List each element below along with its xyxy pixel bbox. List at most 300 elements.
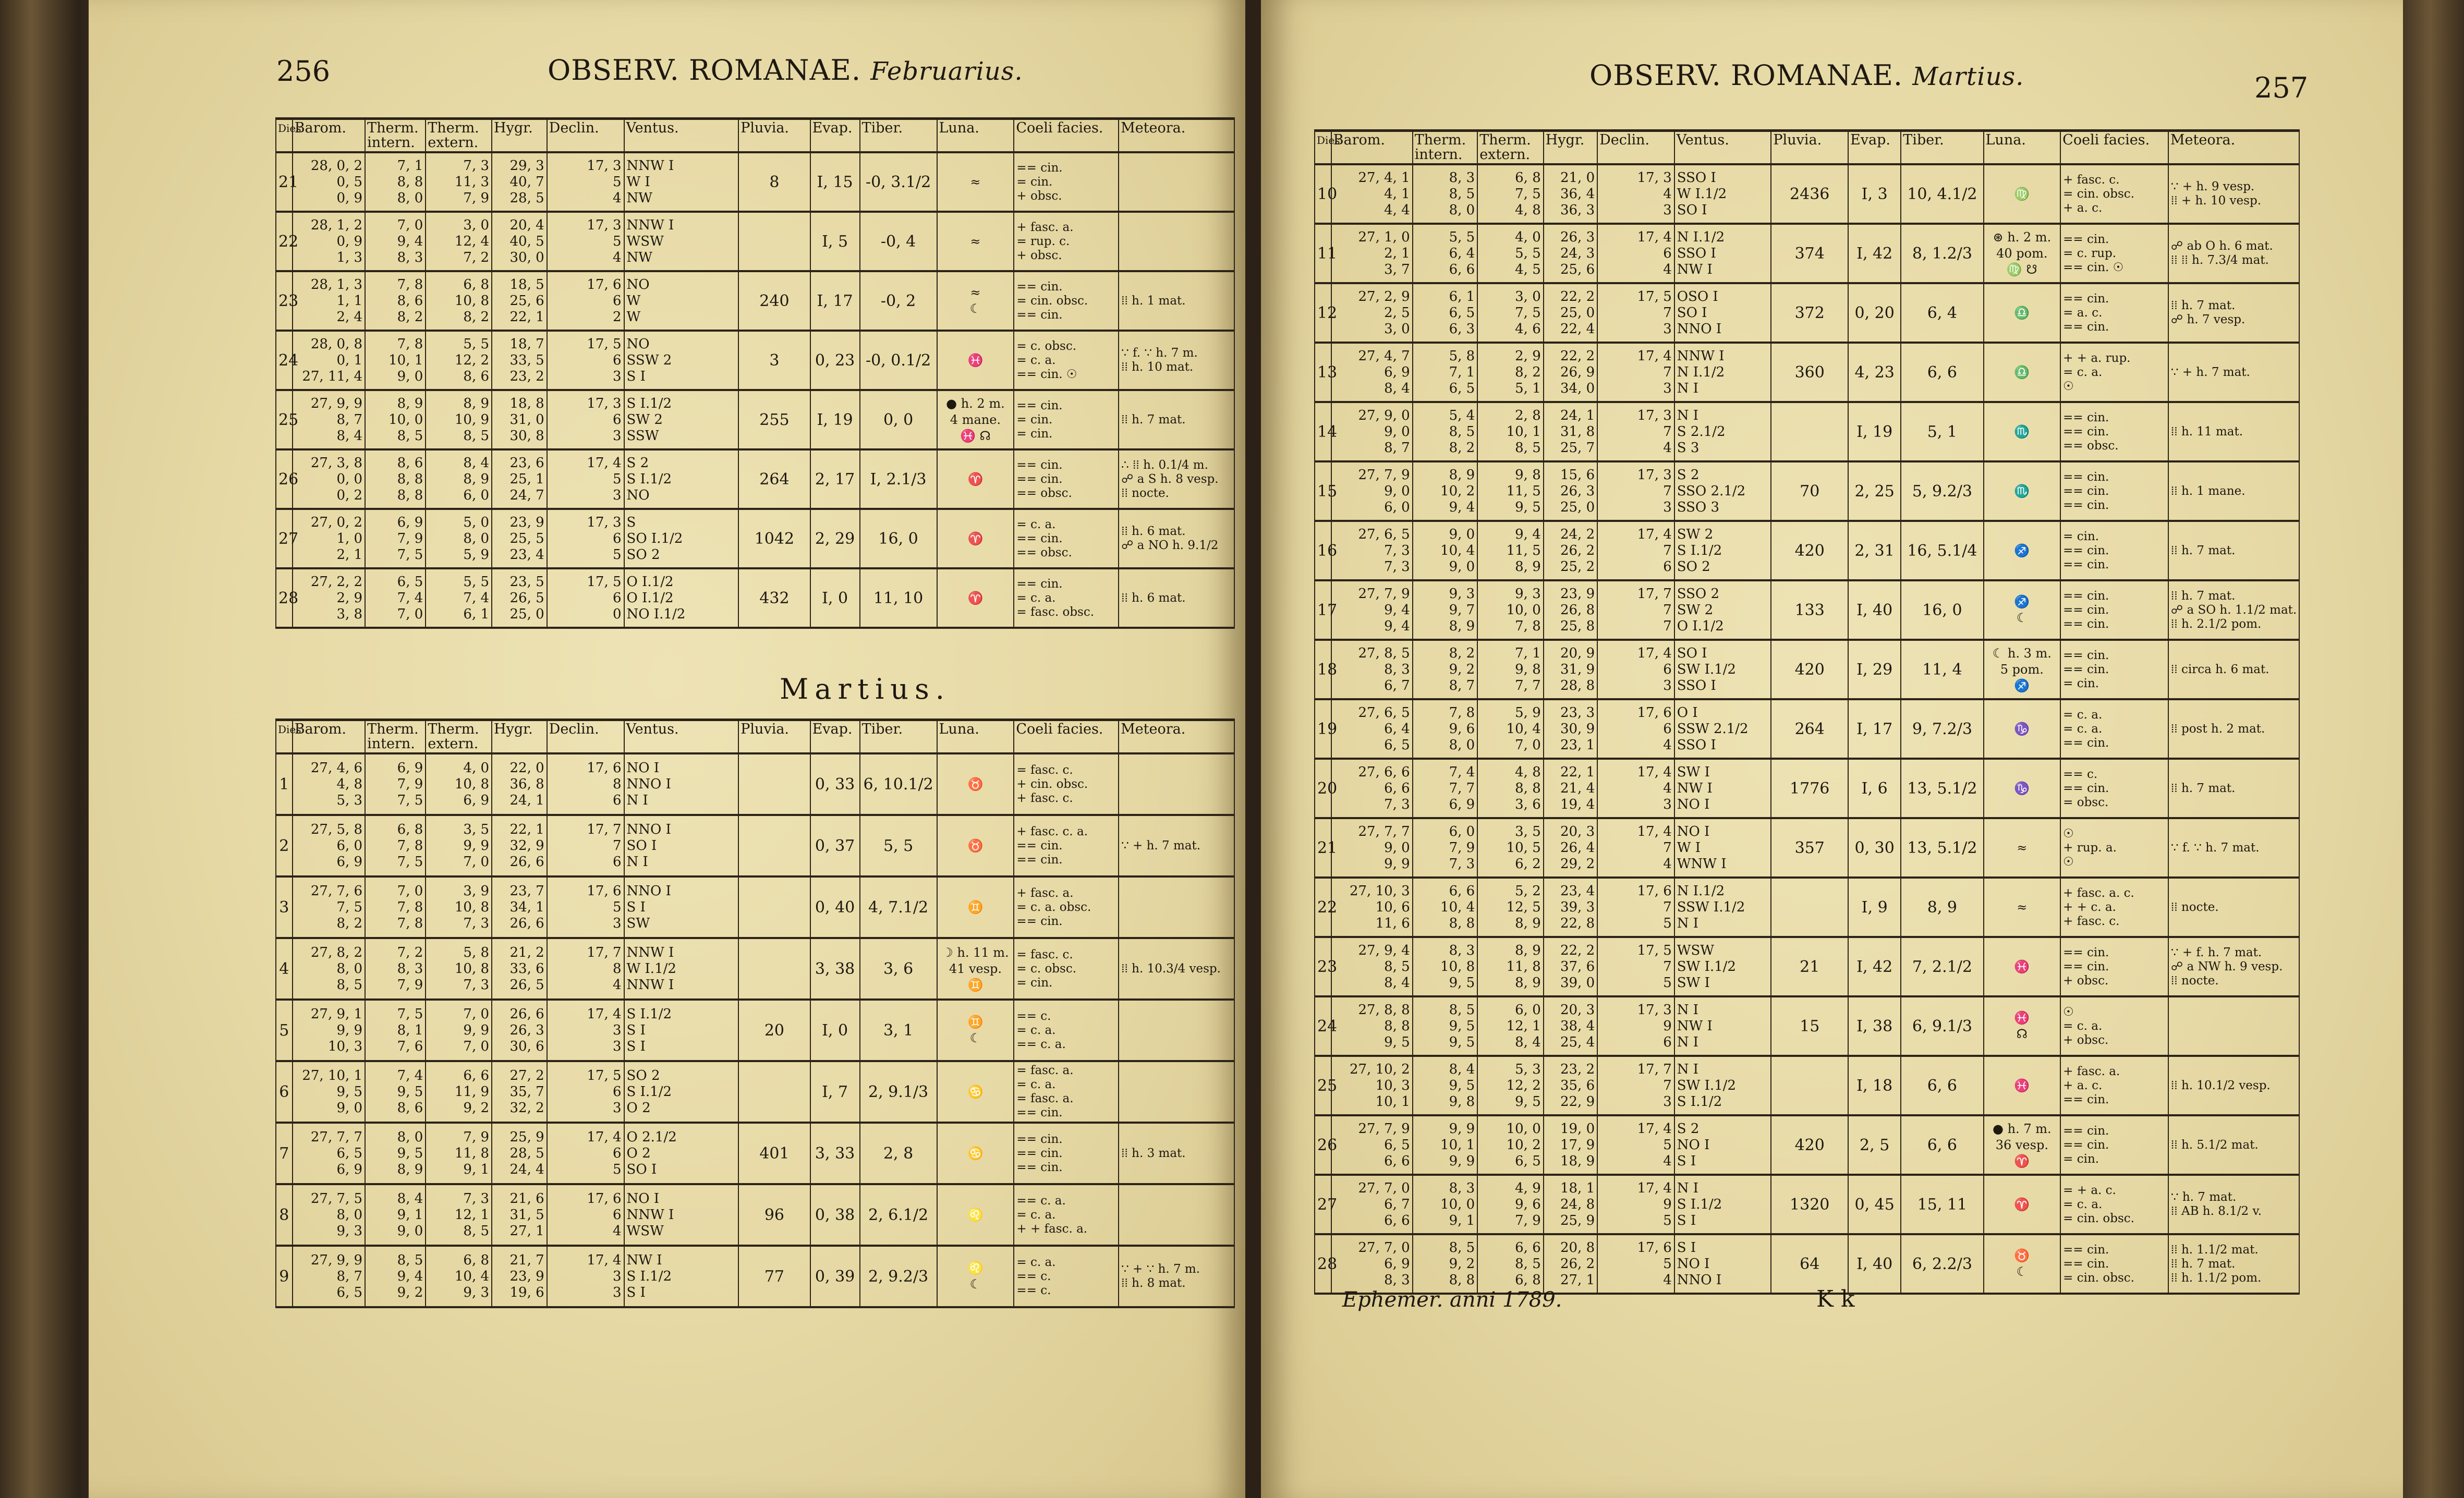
right-page-header [1261,50,2403,104]
cell-therm-intern: 5, 8 7, 1 6, 5 [1413,343,1477,402]
cell-tiber: 16, 0 [860,509,937,568]
cell-sky: == cin. == cin. + obsc. [2060,937,2168,996]
cell-sky: == cin. = cin. + obsc. [1014,152,1119,212]
cell-wind: N I S I.1/2 S I [1674,1175,1771,1234]
cell-evaporation: I, 5 [810,212,860,271]
column-header-day: Dies [276,720,293,754]
cell-day: 7 [276,1123,293,1184]
table-row [1315,164,2299,224]
cell-moon: ● h. 7 m. 36 vesp. ♈ [1984,1115,2061,1175]
cell-tiber: 5, 5 [860,815,937,876]
cell-therm-extern: 9, 4 11, 5 8, 9 [1477,521,1544,580]
cell-wind: SSO 2 SW 2 O I.1/2 [1674,580,1771,640]
cell-declination: 17, 6 5 3 [547,876,624,938]
cell-wind: S SO I.1/2 SO 2 [624,509,739,568]
cell-declination: 17, 3 5 4 [547,212,624,271]
table-row [276,1000,1234,1061]
cell-evaporation: I, 19 [1848,402,1901,461]
cell-hygrometer: 25, 9 28, 5 24, 4 [492,1123,547,1184]
cell-therm-intern: 7, 4 9, 5 8, 6 [365,1061,426,1123]
cell-tiber: 11, 10 [860,568,937,628]
cell-meteora: ∵ + h. 9 vesp. ⁞⁞ + h. 10 vesp. [2168,164,2299,224]
cell-rain: 21 [1771,937,1848,996]
cell-meteora: ⁞⁞ h. 11 mat. [2168,402,2299,461]
cell-evaporation: I, 6 [1848,759,1901,818]
cell-therm-intern: 7, 4 7, 7 6, 9 [1413,759,1477,818]
column-header-sky: Coeli facies. [2060,131,2168,165]
cell-day: 20 [1315,759,1331,818]
cell-barometer: 27, 9, 4 8, 5 8, 4 [1331,937,1413,996]
column-header-moon: Luna. [1984,131,2061,165]
cell-hygrometer: 20, 8 26, 2 27, 1 [1544,1234,1597,1294]
cell-hygrometer: 23, 2 35, 6 22, 9 [1544,1056,1597,1115]
cell-evaporation: I, 0 [810,568,860,628]
cell-rain [738,938,810,1000]
cell-evaporation: I, 42 [1848,937,1901,996]
cell-tiber: 3, 6 [860,938,937,1000]
page-title-text: OBSERV. ROMANAE. [1589,59,1903,92]
cell-therm-extern: 8, 4 8, 9 6, 0 [426,449,492,509]
cell-declination: 17, 3 9 6 [1597,996,1674,1056]
cell-declination: 17, 3 6 3 [547,390,624,449]
cell-declination: 17, 3 5 4 [547,152,624,212]
table-row [276,753,1234,815]
cell-tiber: 11, 4 [1901,640,1983,699]
cell-meteora [1119,1061,1234,1123]
cell-evaporation: 0, 37 [810,815,860,876]
cell-declination: 17, 3 6 5 [547,509,624,568]
cell-hygrometer: 23, 9 26, 8 25, 8 [1544,580,1597,640]
cell-declination: 17, 6 8 6 [547,753,624,815]
cell-wind: O I SSW 2.1/2 SSO I [1674,699,1771,759]
cell-wind: S I.1/2 S I S I [624,1000,739,1061]
cell-meteora: ⁞⁞ h. 1 mane. [2168,461,2299,521]
cell-therm-intern: 7, 0 7, 8 7, 8 [365,876,426,938]
cell-barometer: 27, 7, 6 7, 5 8, 2 [293,876,365,938]
cell-rain [738,212,810,271]
cell-meteora: ∵ f. ∵ h. 7 mat. [2168,818,2299,878]
cell-tiber: 2, 8 [860,1123,937,1184]
table-row [1315,878,2299,937]
cell-wind: OSO I SO I NNO I [1674,283,1771,343]
cell-day: 24 [276,331,293,390]
cell-evaporation: I, 38 [1848,996,1901,1056]
cell-therm-extern: 4, 0 10, 8 6, 9 [426,753,492,815]
cell-hygrometer: 20, 3 26, 4 29, 2 [1544,818,1597,878]
cell-therm-intern: 8, 5 9, 5 9, 5 [1413,996,1477,1056]
cell-evaporation: 2, 31 [1848,521,1901,580]
cell-day: 23 [1315,937,1331,996]
table-row [1315,402,2299,461]
cell-declination: 17, 6 6 4 [1597,699,1674,759]
cell-sky: = cin. == cin. == cin. [2060,521,2168,580]
cell-evaporation: 0, 30 [1848,818,1901,878]
cell-therm-intern: 8, 9 10, 2 9, 4 [1413,461,1477,521]
cell-day: 17 [1315,580,1331,640]
cell-meteora: ☍ ab O h. 6 mat. ⁞⁞ ⁞⁞ h. 7.3/4 mat. [2168,224,2299,283]
cell-barometer: 28, 1, 2 0, 9 1, 3 [293,212,365,271]
cell-declination: 17, 5 6 3 [547,1061,624,1123]
cell-therm-extern: 6, 6 8, 5 6, 8 [1477,1234,1544,1294]
table-row [276,271,1234,331]
cell-therm-intern: 8, 5 9, 4 9, 2 [365,1246,426,1307]
cell-tiber: 6, 10.1/2 [860,753,937,815]
cell-rain [738,753,810,815]
cell-barometer: 27, 2, 9 2, 5 3, 0 [1331,283,1413,343]
cell-tiber: 3, 1 [860,1000,937,1061]
cell-therm-intern: 6, 8 7, 8 7, 5 [365,815,426,876]
column-header-evaporation: Evap. [1848,131,1901,165]
cell-therm-extern: 7, 3 11, 3 7, 9 [426,152,492,212]
cell-sky: = fasc. c. = c. obsc. = cin. [1014,938,1119,1000]
cell-meteora [2168,996,2299,1056]
left-page [89,0,1245,1498]
cell-therm-intern: 8, 2 9, 2 8, 7 [1413,640,1477,699]
column-header-tiber: Tiber. [860,119,937,153]
cell-moon: ♓ [937,331,1014,390]
cell-tiber: 15, 11 [1901,1175,1983,1234]
table-row [1315,343,2299,402]
cell-wind: N I NW I N I [1674,996,1771,1056]
column-header-meteora: Meteora. [1119,720,1234,754]
cell-meteora: ∵ h. 7 mat. ⁞⁞ AB h. 8.1/2 v. [2168,1175,2299,1234]
cell-evaporation: 2, 17 [810,449,860,509]
cell-sky: + fasc. a. = c. a. obsc. == cin. [1014,876,1119,938]
cell-hygrometer: 21, 7 23, 9 19, 6 [492,1246,547,1307]
column-header-sky: Coeli facies. [1014,720,1119,754]
cell-day: 1 [276,753,293,815]
cell-tiber: 9, 7.2/3 [1901,699,1983,759]
table-row [1315,759,2299,818]
cell-barometer: 27, 8, 5 8, 3 6, 7 [1331,640,1413,699]
cell-evaporation: 2, 29 [810,509,860,568]
table-header [276,119,1234,153]
cell-sky: == cin. == cin. == obsc. [2060,402,2168,461]
cell-barometer: 27, 7, 0 6, 9 8, 3 [1331,1234,1413,1294]
cell-hygrometer: 22, 2 25, 0 22, 4 [1544,283,1597,343]
column-header-evaporation: Evap. [810,720,860,754]
cell-meteora: ⁞⁞ circa h. 6 mat. [2168,640,2299,699]
cell-moon: ♓ [1984,937,2061,996]
cell-meteora: ⁞⁞ h. 1 mat. [1119,271,1234,331]
cell-declination: 17, 6 6 4 [547,1184,624,1246]
cell-wind: NO I NNW I WSW [624,1184,739,1246]
cell-meteora: ⁞⁞ nocte. [2168,878,2299,937]
column-header-hygrometer: Hygr. [492,119,547,153]
cell-hygrometer: 20, 3 38, 4 25, 4 [1544,996,1597,1056]
cell-moon: ☽ h. 11 m. 41 vesp. ♊ [937,938,1014,1000]
cell-day: 9 [276,1246,293,1307]
cell-therm-extern: 9, 8 11, 5 9, 5 [1477,461,1544,521]
cell-day: 23 [276,271,293,331]
cell-declination: 17, 4 3 3 [547,1000,624,1061]
cell-therm-extern: 6, 8 10, 4 9, 3 [426,1246,492,1307]
cell-tiber: 2, 6.1/2 [860,1184,937,1246]
column-header-wind: Ventus. [624,720,739,754]
column-header-day: Dies [1315,131,1331,165]
table-row [1315,1175,2299,1234]
cell-sky: + fasc. a. c. + + c. a. + fasc. c. [2060,878,2168,937]
cell-day: 18 [1315,640,1331,699]
cell-wind: SW 2 S I.1/2 SO 2 [1674,521,1771,580]
signature-mark: K k [1816,1286,1855,1312]
cell-sky: == c. == cin. = obsc. [2060,759,2168,818]
cell-declination: 17, 5 6 0 [547,568,624,628]
cell-rain: 8 [738,152,810,212]
cell-day: 28 [276,568,293,628]
cell-day: 8 [276,1184,293,1246]
cell-rain: 374 [1771,224,1848,283]
cell-evaporation: I, 0 [810,1000,860,1061]
cell-sky: ☉ + rup. a. ☉ [2060,818,2168,878]
cell-moon: ♌ [937,1184,1014,1246]
cell-therm-extern: 4, 0 5, 5 4, 5 [1477,224,1544,283]
cell-sky: == c. = c. a. == c. a. [1014,1000,1119,1061]
cell-therm-intern: 8, 4 9, 1 9, 0 [365,1184,426,1246]
cell-wind: NNO I SO I N I [624,815,739,876]
cell-tiber: 6, 6 [1901,1056,1983,1115]
cell-wind: S 2 NO I S I [1674,1115,1771,1175]
cell-therm-extern: 8, 9 10, 9 8, 5 [426,390,492,449]
table-row [1315,580,2299,640]
cell-day: 14 [1315,402,1331,461]
cell-rain: 70 [1771,461,1848,521]
cell-rain: 64 [1771,1234,1848,1294]
cell-wind: S I NO I NNO I [1674,1234,1771,1294]
table-row [1315,640,2299,699]
cell-meteora: ⁞⁞ h. 7 mat. ☍ h. 7 vesp. [2168,283,2299,343]
cell-barometer: 27, 8, 8 8, 8 9, 5 [1331,996,1413,1056]
cell-meteora: ⁞⁞ h. 7 mat. [1119,390,1234,449]
cell-declination: 17, 7 7 7 [1597,580,1674,640]
cell-tiber: 16, 0 [1901,580,1983,640]
cell-barometer: 27, 6, 5 6, 4 6, 5 [1331,699,1413,759]
cell-evaporation: I, 7 [810,1061,860,1123]
cell-wind: N I S 2.1/2 S 3 [1674,402,1771,461]
cell-evaporation: I, 3 [1848,164,1901,224]
cell-sky: = + a. c. = c. a. = cin. obsc. [2060,1175,2168,1234]
cell-therm-intern: 6, 9 7, 9 7, 5 [365,753,426,815]
cell-barometer: 27, 8, 2 8, 0 8, 5 [293,938,365,1000]
cell-declination: 17, 4 3 3 [547,1246,624,1307]
cell-meteora: ∵ + ∵ h. 7 m. ⁞⁞ h. 8 mat. [1119,1246,1234,1307]
february-observations-table [275,117,1235,629]
column-header-therm-intern: Therm. intern. [365,119,426,153]
cell-therm-extern: 8, 9 11, 8 8, 9 [1477,937,1544,996]
cell-evaporation: 0, 23 [810,331,860,390]
cell-hygrometer: 22, 1 32, 9 26, 6 [492,815,547,876]
cell-rain [738,876,810,938]
cell-declination: 17, 4 6 5 [547,1123,624,1184]
cell-sky: == cin. == cin. = cin. [2060,1115,2168,1175]
cell-hygrometer: 24, 2 26, 2 25, 2 [1544,521,1597,580]
cell-sky: == cin. == cin. = cin. obsc. [2060,1234,2168,1294]
cell-rain: 20 [738,1000,810,1061]
column-header-wind: Ventus. [624,119,739,153]
cell-day: 5 [276,1000,293,1061]
cell-meteora [1119,152,1234,212]
cell-therm-extern: 3, 9 10, 8 7, 3 [426,876,492,938]
cell-therm-intern: 6, 0 7, 9 7, 3 [1413,818,1477,878]
cell-declination: 17, 7 8 4 [547,938,624,1000]
page-title [1589,59,2024,92]
cell-tiber: 0, 0 [860,390,937,449]
cell-evaporation: 2, 5 [1848,1115,1901,1175]
cell-sky: = fasc. c. + cin. obsc. + fasc. c. [1014,753,1119,815]
cell-sky: ☉ = c. a. + obsc. [2060,996,2168,1056]
cell-moon: ♌ ☾ [937,1246,1014,1307]
cell-rain: 372 [1771,283,1848,343]
cell-day: 11 [1315,224,1331,283]
cell-evaporation: I, 29 [1848,640,1901,699]
cell-declination: 17, 7 7 3 [1597,1056,1674,1115]
cell-evaporation: I, 40 [1848,1234,1901,1294]
cell-rain: 360 [1771,343,1848,402]
cell-day: 26 [1315,1115,1331,1175]
month-label: Martius. [1912,62,2024,91]
cell-barometer: 27, 7, 7 9, 0 9, 9 [1331,818,1413,878]
cell-day: 27 [276,509,293,568]
cell-evaporation: I, 9 [1848,878,1901,937]
cell-declination: 17, 4 6 4 [1597,224,1674,283]
cell-barometer: 27, 7, 9 6, 5 6, 6 [1331,1115,1413,1175]
cell-meteora [1119,876,1234,938]
cell-moon: ♑ [1984,759,2061,818]
cell-hygrometer: 29, 3 40, 7 28, 5 [492,152,547,212]
cell-therm-intern: 8, 3 10, 8 9, 5 [1413,937,1477,996]
cell-rain: 3 [738,331,810,390]
cell-declination: 17, 6 5 4 [1597,1234,1674,1294]
cell-moon: ♏ [1984,402,2061,461]
cell-meteora: ∵ + h. 7 mat. [2168,343,2299,402]
cell-tiber: 5, 9.2/3 [1901,461,1983,521]
cell-moon: ● h. 2 m. 4 mane. ♓ ☊ [937,390,1014,449]
cell-day: 25 [1315,1056,1331,1115]
cell-declination: 17, 4 5 3 [547,449,624,509]
right-page [1261,0,2403,1498]
cell-sky: + fasc. a. + a. c. == cin. [2060,1056,2168,1115]
cell-therm-extern: 4, 8 8, 8 3, 6 [1477,759,1544,818]
cell-rain: 2436 [1771,164,1848,224]
cell-barometer: 27, 7, 7 6, 5 6, 9 [293,1123,365,1184]
cell-hygrometer: 20, 4 40, 5 30, 0 [492,212,547,271]
cell-tiber: I, 2.1/3 [860,449,937,509]
cell-barometer: 28, 0, 2 0, 5 0, 9 [293,152,365,212]
cell-barometer: 27, 6, 6 6, 6 7, 3 [1331,759,1413,818]
table-row [276,331,1234,390]
cell-therm-extern: 7, 0 9, 9 7, 0 [426,1000,492,1061]
cell-hygrometer: 23, 3 30, 9 23, 1 [1544,699,1597,759]
cell-wind: SSO I W I.1/2 SO I [1674,164,1771,224]
cell-barometer: 27, 4, 6 4, 8 5, 3 [293,753,365,815]
cell-evaporation: 2, 25 [1848,461,1901,521]
cell-declination: 17, 4 7 4 [1597,818,1674,878]
column-header-therm-intern: Therm. intern. [365,720,426,754]
cell-therm-extern: 7, 9 11, 8 9, 1 [426,1123,492,1184]
cell-therm-intern: 7, 8 10, 1 9, 0 [365,331,426,390]
cell-meteora: ⁞⁞ post h. 2 mat. [2168,699,2299,759]
page-number: 257 [2254,71,2309,104]
cell-moon: ♊ [937,876,1014,938]
table-row [1315,1056,2299,1115]
column-header-hygrometer: Hygr. [1544,131,1597,165]
cell-therm-extern: 5, 3 12, 2 9, 5 [1477,1056,1544,1115]
month-label: Februarius. [870,57,1023,86]
cell-meteora: ⁞⁞ h. 7 mat. [2168,759,2299,818]
cell-therm-extern: 5, 0 8, 0 5, 9 [426,509,492,568]
cell-therm-extern: 10, 0 10, 2 6, 5 [1477,1115,1544,1175]
cell-therm-extern: 4, 9 9, 6 7, 9 [1477,1175,1544,1234]
column-header-rain: Pluvia. [738,720,810,754]
cell-evaporation: I, 17 [1848,699,1901,759]
cell-evaporation: 0, 33 [810,753,860,815]
cell-moon: ♋ [937,1123,1014,1184]
cell-therm-extern: 6, 8 10, 8 8, 2 [426,271,492,331]
cell-rain: 133 [1771,580,1848,640]
cell-moon: ♐ ☾ [1984,580,2061,640]
cell-moon: ♈ [937,509,1014,568]
cell-moon: ♏ [1984,461,2061,521]
cell-wind: NNW I W I.1/2 NNW I [624,938,739,1000]
cell-sky: == cin. == cin. == cin. [2060,580,2168,640]
cell-meteora: ⁞⁞ h. 6 mat. ☍ a NO h. 9.1/2 [1119,509,1234,568]
cell-hygrometer: 21, 6 31, 5 27, 1 [492,1184,547,1246]
table-row [1315,1234,2299,1294]
cell-moon: ♋ [937,1061,1014,1123]
cell-rain [1771,1056,1848,1115]
cell-wind: NO W W [624,271,739,331]
cell-tiber: 13, 5.1/2 [1901,759,1983,818]
cell-rain: 15 [1771,996,1848,1056]
column-header-tiber: Tiber. [1901,131,1983,165]
cell-wind: S 2 SSO 2.1/2 SSO 3 [1674,461,1771,521]
cell-therm-intern: 7, 5 8, 1 7, 6 [365,1000,426,1061]
cell-meteora: ⁞⁞ h. 3 mat. [1119,1123,1234,1184]
cell-moon: ≈ [937,152,1014,212]
cell-therm-extern: 2, 8 10, 1 8, 5 [1477,402,1544,461]
cell-evaporation: I, 17 [810,271,860,331]
cell-tiber: 6, 2.2/3 [1901,1234,1983,1294]
cell-wind: N I.1/2 SSW I.1/2 N I [1674,878,1771,937]
cell-day: 2 [276,815,293,876]
cell-moon: ♎ [1984,343,2061,402]
table-row [276,568,1234,628]
cell-hygrometer: 26, 6 26, 3 30, 6 [492,1000,547,1061]
cell-therm-extern: 3, 0 12, 4 7, 2 [426,212,492,271]
cell-therm-intern: 8, 4 9, 5 9, 8 [1413,1056,1477,1115]
cell-evaporation: 0, 45 [1848,1175,1901,1234]
cell-sky: == cin. = cin. obsc. == cin. [1014,271,1119,331]
cell-barometer: 27, 6, 5 7, 3 7, 3 [1331,521,1413,580]
column-header-barometer: Barom. [1331,131,1413,165]
cell-evaporation: I, 18 [1848,1056,1901,1115]
cell-moon: ⊛ h. 2 m. 40 pom. ♍ ☋ [1984,224,2061,283]
cell-rain: 357 [1771,818,1848,878]
cell-tiber: 6, 6 [1901,1115,1983,1175]
cell-rain: 432 [738,568,810,628]
cell-barometer: 27, 4, 7 6, 9 8, 4 [1331,343,1413,402]
cell-meteora: ∵ + h. 7 mat. [1119,815,1234,876]
cell-therm-intern: 7, 2 8, 3 7, 9 [365,938,426,1000]
table-row [1315,461,2299,521]
cell-rain [738,1061,810,1123]
cell-moon: ♑ [1984,699,2061,759]
cell-wind: NO I W I WNW I [1674,818,1771,878]
cell-sky: == cin. == cin. == obsc. [1014,449,1119,509]
cell-therm-extern: 5, 2 12, 5 8, 9 [1477,878,1544,937]
cell-evaporation: 0, 38 [810,1184,860,1246]
cell-evaporation: I, 19 [810,390,860,449]
